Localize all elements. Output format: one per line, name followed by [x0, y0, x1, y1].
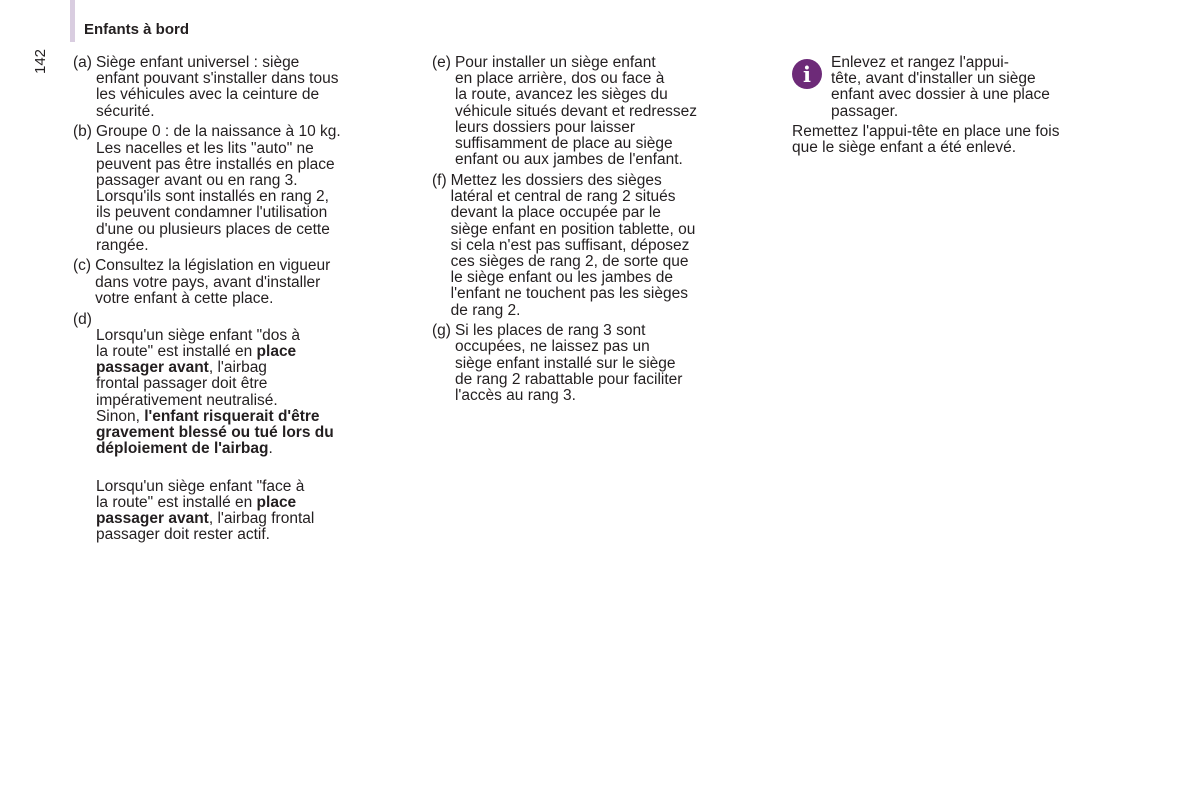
airbag-note-forward-facing: Lorsqu'un siège enfant "face à la route" est installé en place passager avant, l'airbag frontal passager doit rester actif. [95, 477, 315, 544]
list-item [432, 55, 772, 168]
column-1 [73, 55, 413, 564]
info-note [792, 55, 1132, 120]
airbag-warning-rear-facing: Lorsqu'un siège enfant "dos à la route" est installé en place passager avant, l'airbag frontal passager doit être impérativement neutralisé. Sinon, l'enfant risquerait d'être gravement blessé ou tué lors du déploiement de l'airbag. [95, 326, 334, 458]
page-number: 142 [32, 48, 49, 74]
item-text: Groupe 0 : de la naissance à 10 kg. Les nacelles et les lits "auto" ne peuvent pas être installés en place passager avant ou en rang 3. Lorsqu'ils sont installés en rang 2, ils peuvent condamner l'utilisation d'une ou plusieurs places de cette rangée. [95, 123, 341, 254]
list-item-d [73, 312, 413, 560]
info-icon: i [792, 59, 822, 89]
item-text: Siège enfant universel : siège enfant pouvant s'installer dans tous les véhicules avec la ceinture de sécurité. [95, 54, 339, 120]
item-label: (b) [73, 123, 92, 141]
item-text: Si les places de rang 3 sont occupées, ne laissez pas un siège enfant installé sur le siège de rang 2 rabattable pour faciliter l'accès au rang 3. [454, 322, 683, 405]
list-item [73, 55, 413, 120]
item-label: (d) [73, 310, 92, 328]
list-item [73, 258, 413, 307]
item-text [96, 312, 413, 560]
section-accent-bar [70, 0, 75, 42]
item-label: (f) [432, 171, 447, 189]
item-text: Mettez les dossiers des sièges latéral et central de rang 2 situés devant la place occupée par le siège enfant en position tablette, ou si cela n'est pas suffisant, déposez ces sièges de rang 2, de sorte que le siège enfant ou les jambes de l'enfant ne touchent pas les sièges de rang 2. [450, 171, 696, 319]
list-item [432, 323, 772, 404]
list-item [432, 173, 772, 319]
info-note-text: Enlevez et rangez l'appui- tête, avant d'installer un siège enfant avec dossier à une place passager. [831, 54, 1050, 120]
item-text: Consultez la législation en vigueur dans votre pays, avant d'installer votre enfant à cette place. [95, 257, 331, 307]
headrest-paragraph: Remettez l'appui-tête en place une fois que le siège enfant a été enlevé. [792, 122, 1060, 157]
item-label: (g) [432, 322, 451, 340]
section-title: Enfants à bord [84, 21, 190, 38]
column-3 [792, 55, 1132, 156]
item-text: Pour installer un siège enfant en place arrière, dos ou face à la route, avancez les sièges du véhicule situés devant et redressez leurs dossiers pour laisser suffisamment de place au siège enfant ou aux jambes de l'enfant. [454, 54, 698, 169]
column-2 [432, 55, 772, 409]
list-item [73, 124, 413, 254]
item-label: (e) [432, 54, 451, 71]
item-label: (c) [73, 257, 92, 275]
item-label: (a) [73, 54, 92, 71]
